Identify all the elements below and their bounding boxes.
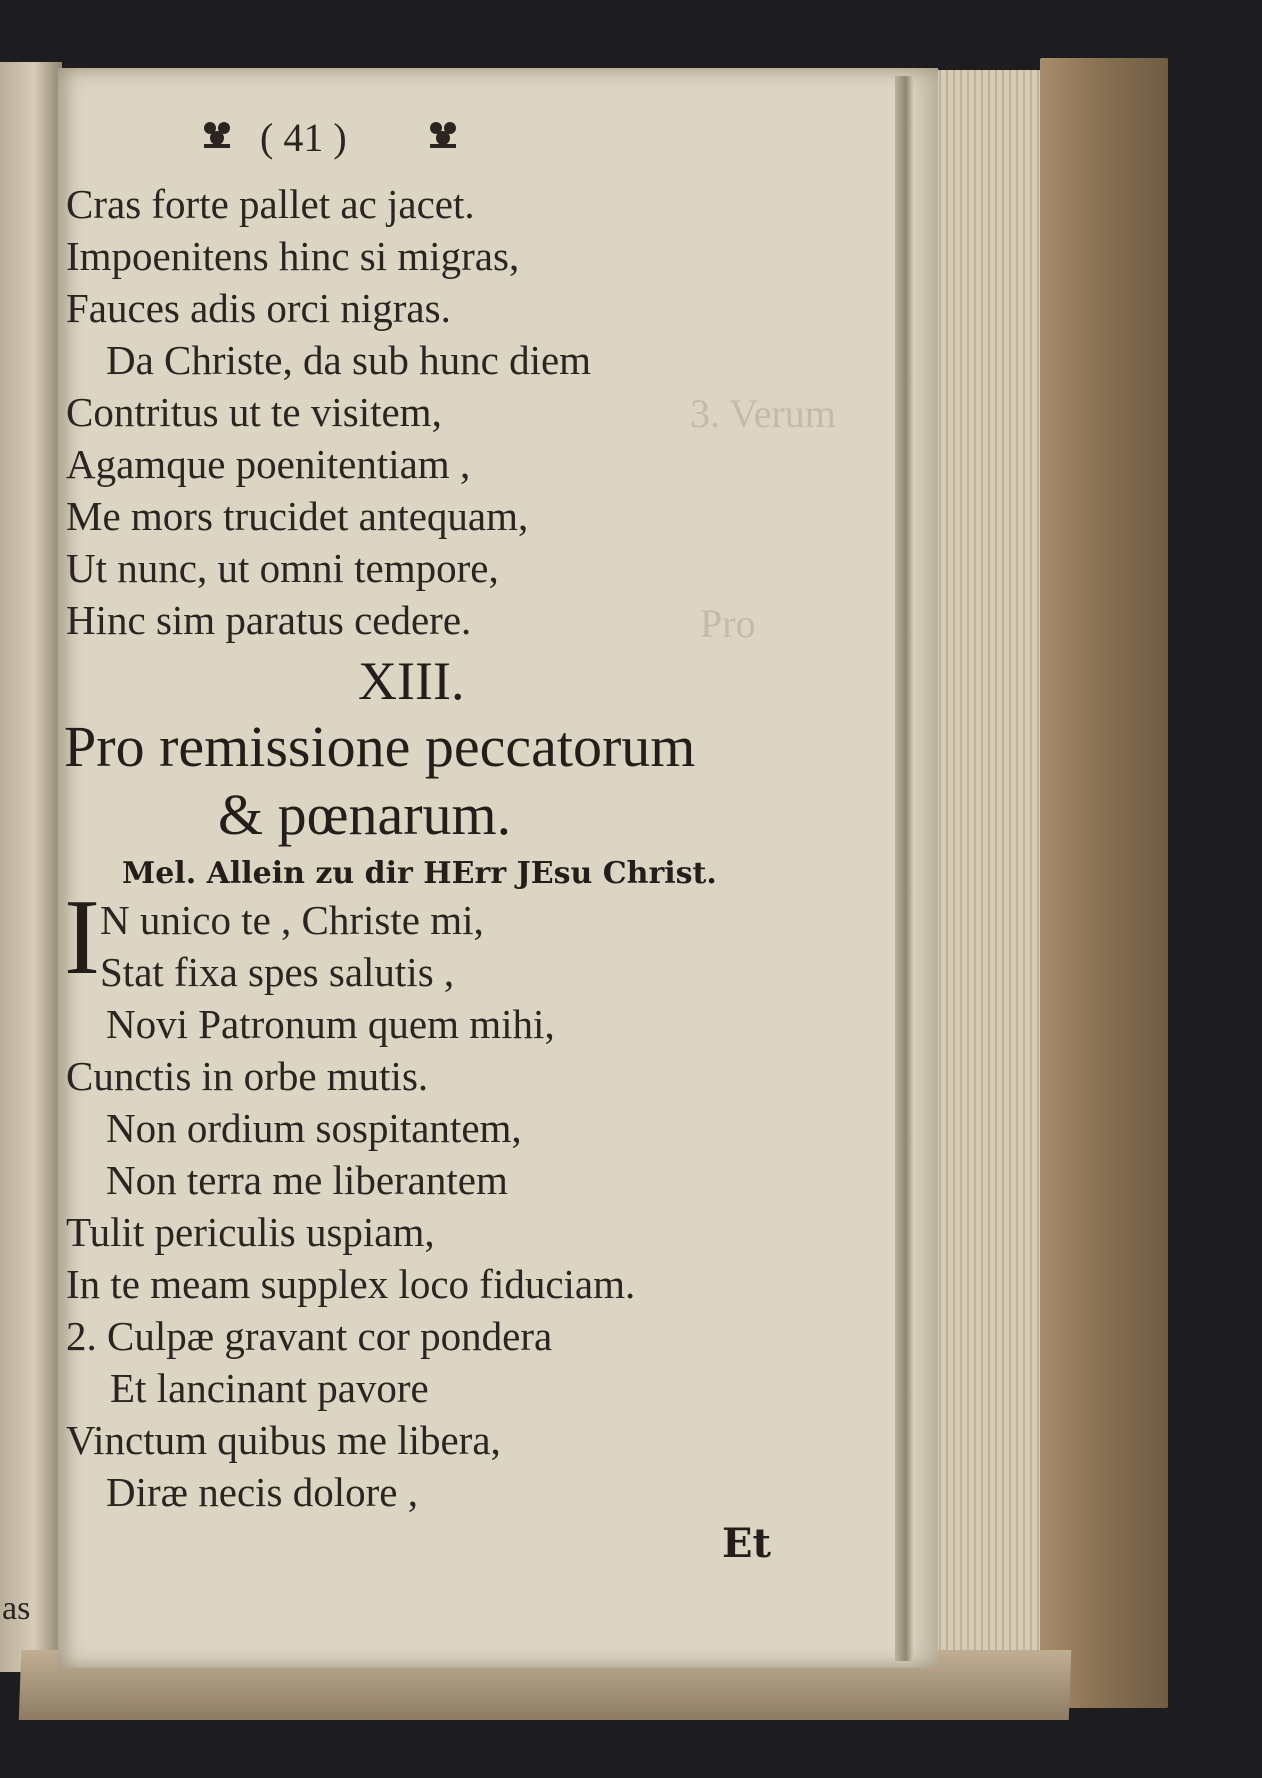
verse-line: Fauces adis orci nigras. <box>66 285 451 331</box>
hymn-line: Stat fixa spes salutis , <box>100 949 455 995</box>
melody-note: Mel. Allein zu dir HErr JEsu Christ. <box>122 856 717 891</box>
verse-line: Impoenitens hinc si migras, <box>66 233 520 279</box>
hymn-line: Novi Patronum quem mihi, <box>106 1001 555 1047</box>
page-number: ( 41 ) <box>260 115 347 160</box>
hymn-line: Vinctum quibus me libera, <box>66 1417 501 1463</box>
verse-line: Cras forte pallet ac jacet. <box>66 181 475 227</box>
facing-page-fragment: as <box>2 1590 31 1627</box>
hymn-line: Non ordium sospitantem, <box>106 1105 522 1151</box>
book-cover <box>1040 58 1168 1708</box>
page-fold <box>895 76 913 1661</box>
verse-line: Contritus ut te visitem, <box>66 389 442 435</box>
drop-cap: I <box>64 878 100 997</box>
hymn-line: Non terra me liberantem <box>106 1157 508 1203</box>
section-title-continued: & pœnarum. <box>218 782 512 847</box>
hymn-line: N unico te , Christe mi, <box>100 897 484 943</box>
hymn-line: Et lancinant pavore <box>110 1365 429 1411</box>
hymn-line: Cunctis in orbe mutis. <box>66 1053 429 1099</box>
catchword: Et <box>722 1520 771 1567</box>
hymn-line: 2. Culpæ gravant cor pondera <box>66 1313 553 1359</box>
verse-line: Hinc sim paratus cedere. <box>66 597 472 643</box>
verse-line: Agamque poenitentiam , <box>66 441 471 487</box>
fleuron-right-icon <box>426 118 460 150</box>
section-title: Pro remissione peccatorum <box>64 714 696 779</box>
verse-line: Me mors trucidet antequam, <box>66 493 529 539</box>
show-through-text: Pro <box>700 601 756 646</box>
page-header <box>200 110 470 160</box>
verse-line: Ut nunc, ut omni tempore, <box>66 545 499 591</box>
hymn-line: Tulit periculis uspiam, <box>66 1209 435 1255</box>
facing-page <box>0 62 62 1672</box>
verse-line: Da Christe, da sub hunc diem <box>106 337 592 383</box>
hymn-line: Diræ necis dolore , <box>106 1469 418 1515</box>
show-through-text: 3. Verum <box>690 391 836 436</box>
hymn-line: In te meam supplex loco fiduciam. <box>66 1261 636 1307</box>
fleuron-left-icon <box>200 118 234 150</box>
section-numeral: XIII. <box>358 651 465 711</box>
